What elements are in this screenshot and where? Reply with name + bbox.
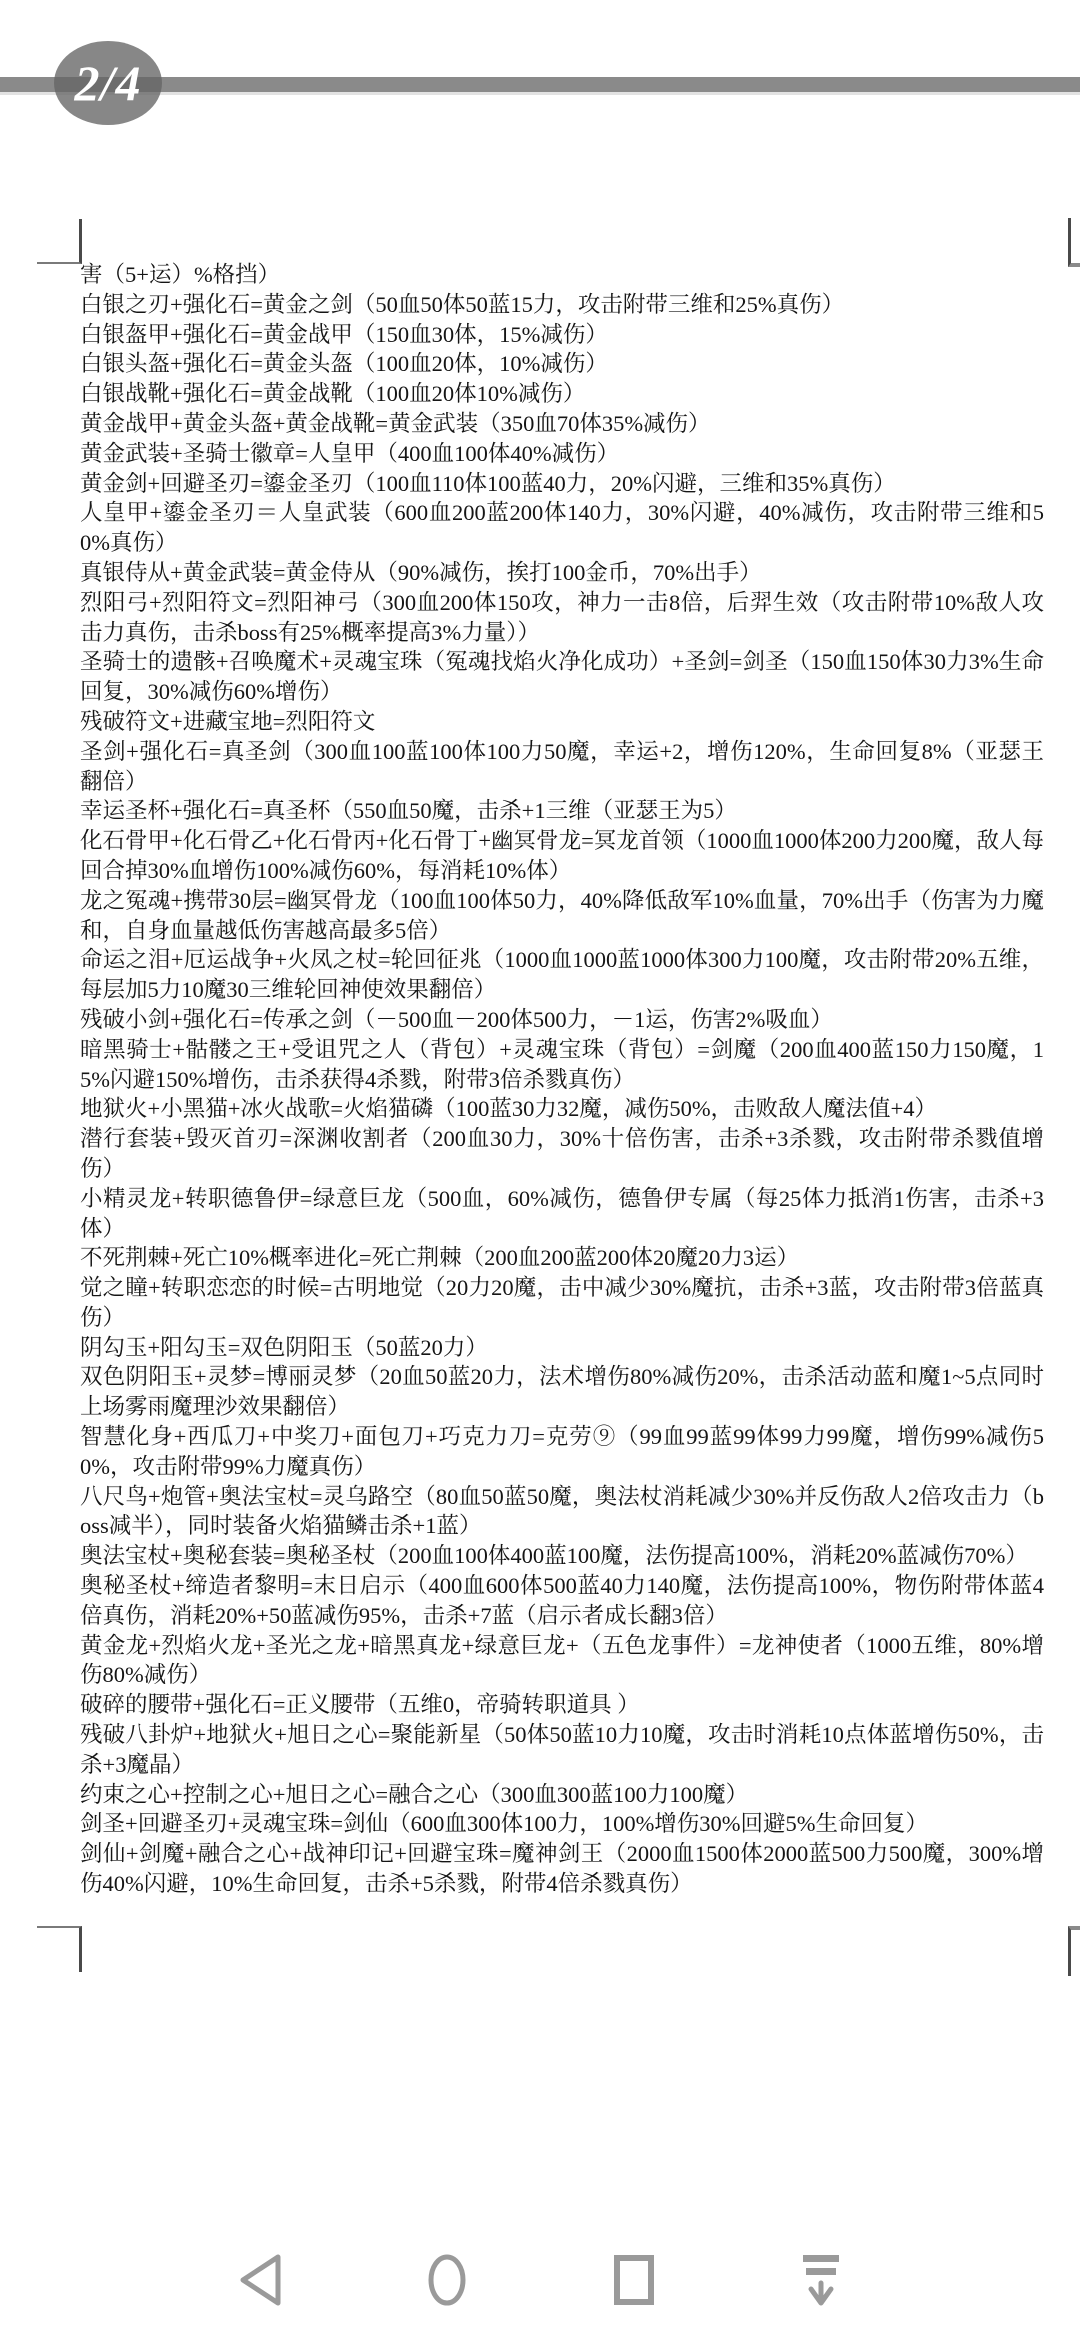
recipe-line: 破碎的腰带+强化石=正义腰带（五维0，帝骑转职道具 ） [80,1692,640,1718]
recipe-line: 龙之冤魂+携带30层=幽冥骨龙（100血100体50力，40%降低敌军10%血量，70%出手（伤害为力魔和，自身血量越低伤害越高最多5倍） [80,887,1044,943]
crop-mark-top-right [1068,218,1080,267]
recents-square-icon [614,2255,654,2305]
recipe-line: 奥法宝杖+奥秘套装=奥秘圣杖（200血100体400蓝100魔，法伤提高100%，消耗20%蓝减伤70%） [80,1543,1028,1569]
crop-mark-bottom-left [37,1926,82,1972]
crop-mark-top-left [37,219,82,264]
recipe-line: 剑圣+回避圣刃+灵魂宝珠=剑仙（600血300体100力，100%增伤30%回避5%生命回复） [80,1811,929,1837]
recipe-line: 黄金龙+烈焰火龙+圣光之龙+暗黑真龙+绿意巨龙+（五色龙事件）=龙神使者（1000五维，80%增伤80%减伤） [80,1632,1044,1688]
recipe-line: 暗黑骑士+骷髅之王+受诅咒之人（背包）+灵魂宝珠（背包）=剑魔（200血400蓝150力150魔，15%闪避150%增伤，击杀获得4杀戮，附带3倍杀戮真伤） [80,1036,1044,1092]
recipe-line: 幸运圣杯+强化石=真圣杯（550血50魔，击杀+1三维（亚瑟王为5） [80,798,737,824]
recipe-line: 黄金战甲+黄金头盔+黄金战靴=黄金武装（350血70体35%减伤） [80,410,711,436]
recipe-line: 残破八卦炉+地狱火+旭日之心=聚能新星（50体50蓝10力10魔，攻击时消耗10点体蓝增伤50%，击杀+3魔晶） [80,1722,1044,1777]
recipe-line: 白银战靴+强化石=黄金战靴（100血20体10%减伤） [80,381,586,407]
recipe-line: 黄金武装+圣骑士徽章=人皇甲（400血100体40%减伤） [80,440,620,466]
recipe-line: 人皇甲+鎏金圣刃＝人皇武装（600血200蓝200体140力，30%闪避，40%减伤，攻击附带三维和50%真伤） [80,500,1044,556]
recipe-line: 智慧化身+西瓜刀+中奖刀+面包刀+巧克力刀=克劳⑨（99血99蓝99体99力99魔，增伤99%减伤50%，攻击附带99%力魔真伤） [80,1424,1044,1479]
hide-navbar-icon [799,2253,843,2307]
recipe-line: 害（5+运）%格挡） [80,262,281,287]
recipe-line: 残破小剑+强化石=传承之剑（－500血－200体500力，－1运，伤害2%吸血） [80,1006,833,1032]
recipe-line: 白银之刃+强化石=黄金之剑（50血50体50蓝15力，攻击附带三维和25%真伤） [80,291,845,317]
recipe-line: 地狱火+小黑猫+冰火战歌=火焰猫磷（100蓝30力32魔，减伤50%，击败敌人魔法值+4） [80,1096,938,1122]
android-nav-bar [0,2220,1080,2340]
recipe-line: 不死荆棘+死亡10%概率进化=死亡荆棘（200血200蓝200体20魔20力3运） [80,1245,800,1271]
top-divider-bar [0,77,1080,95]
recipe-line: 小精灵龙+转职德鲁伊=绿意巨龙（500血，60%减伤，德鲁伊专属（每25体力抵消1伤害，击杀+3体） [80,1185,1044,1241]
recipe-line: 八尺鸟+炮管+奥法宝杖=灵乌路空（80血50蓝50魔，奥法杖消耗减少30%并反伤敌人2倍攻击力（boss减半），同时装备火焰猫鳞击杀+1蓝） [80,1483,1044,1539]
back-button[interactable] [166,2220,353,2340]
recipe-line: 潜行套装+毁灭首刃=深渊收割者（200血30力，30%十倍伤害，击杀+3杀戮，攻击附带杀戮值增伤） [80,1126,1044,1181]
recipe-line: 残破符文+进藏宝地=烈阳符文 [80,708,376,734]
hide-navbar-button[interactable] [727,2220,914,2340]
recipe-line: 圣骑士的遗骸+召唤魔术+灵魂宝珠（冤魂找焰火净化成功）+圣剑=剑圣（150血150体30力3%生命回复，30%减伤60%增伤） [80,649,1044,705]
recents-button[interactable] [540,2220,727,2340]
recipe-line: 黄金剑+回避圣刃=鎏金圣刃（100血110体100蓝40力，20%闪避，三维和35%真伤） [80,470,896,496]
back-triangle-icon [238,2254,282,2306]
recipe-line: 烈阳弓+烈阳符文=烈阳神弓（300血200体150攻，神力一击8倍，后羿生效（攻击附带10%敌人攻击力真伤，击杀boss有25%概率提高3%力量）） [80,589,1044,645]
recipe-list [80,260,1044,1899]
recipe-line: 白银盔甲+强化石=黄金战甲（150血30体，15%减伤） [80,321,608,347]
page-indicator-badge [54,41,162,125]
recipe-line: 奥秘圣杖+缔造者黎明=末日启示（400血600体500蓝40力140魔，法伤提高100%，物伤附带体蓝4倍真伤，消耗20%+50蓝减伤95%，击杀+7蓝（启示者成长翻3倍） [80,1573,1044,1628]
recipe-line: 化石骨甲+化石骨乙+化石骨丙+化石骨丁+幽冥骨龙=冥龙首领（1000血1000体200力200魔，敌人每回合掉30%血增伤100%减伤60%，每消耗10%体） [80,828,1044,883]
recipe-line: 白银头盔+强化石=黄金头盔（100血20体，10%减伤） [80,351,608,377]
recipe-line: 圣剑+强化石=真圣剑（300血100蓝100体100力50魔，幸运+2，增伤120%，生命回复8%（亚瑟王翻倍） [80,738,1044,794]
crop-mark-bottom-right [1068,1926,1080,1976]
home-circle-icon [427,2253,467,2307]
recipe-line: 剑仙+剑魔+融合之心+战神印记+回避宝珠=魔神剑王（2000血1500体2000蓝500力500魔，300%增伤40%闪避，10%生命回复，击杀+5杀戮，附带4倍杀戮真伤） [80,1841,1044,1897]
recipe-line: 阴勾玉+阳勾玉=双色阴阳玉（50蓝20力） [80,1334,488,1360]
page-indicator-text: 2/4 [74,55,142,111]
recipe-line: 觉之瞳+转职恋恋的时候=古明地觉（20力20魔，击中减少30%魔抗，击杀+3蓝，攻击附带3倍蓝真伤） [80,1275,1044,1330]
recipe-line: 真银侍从+黄金武装=黄金侍从（90%减伤，挨打100金币，70%出手） [80,559,762,585]
recipe-line: 约束之心+控制之心+旭日之心=融合之心（300血300蓝100力100魔） [80,1781,749,1807]
home-button[interactable] [353,2220,540,2340]
recipe-line: 双色阴阳玉+灵梦=博丽灵梦（20血50蓝20力，法术增伤80%减伤20%，击杀活动蓝和魔1~5点同时上场雾雨魔理沙效果翻倍） [80,1364,1044,1420]
recipe-line: 命运之泪+厄运战争+火凤之杖=轮回征兆（1000血1000蓝1000体300力100魔，攻击附带20%五维，每层加5力10魔30三维轮回神使效果翻倍） [80,947,1044,1003]
